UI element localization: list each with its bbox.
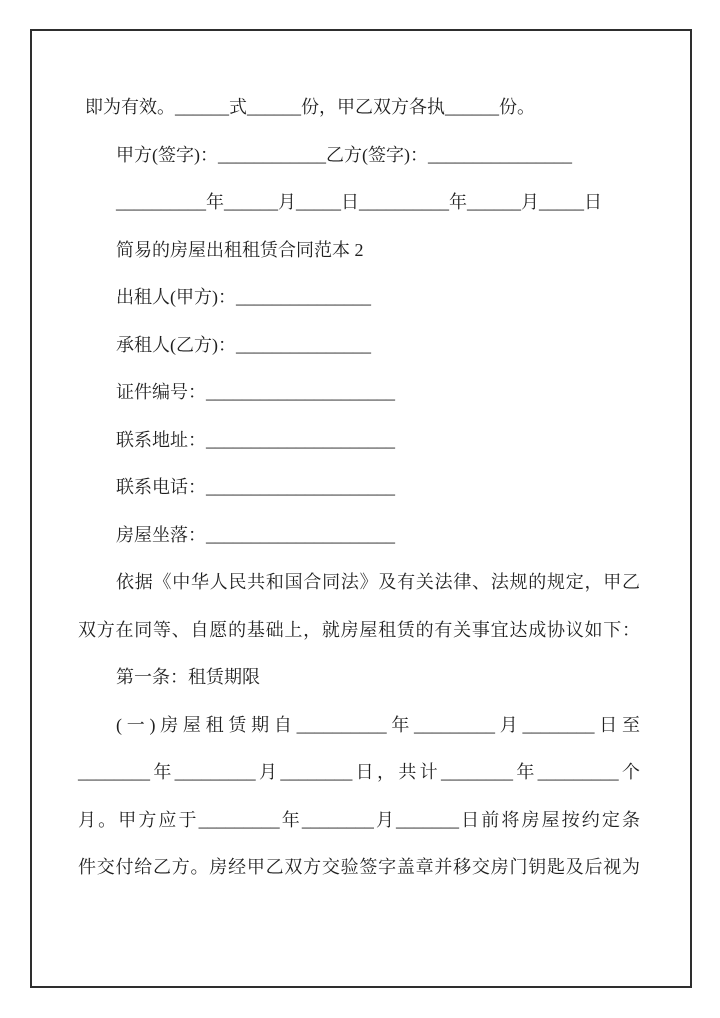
line-article-1-heading: 第一条：租赁期限	[116, 667, 260, 687]
line-contact-address: 联系地址：_____________________	[116, 429, 395, 450]
line-preamble-1: 依据《中华人民共和国合同法》及有关法律、法规的规定，甲乙	[116, 572, 640, 592]
line-lessee: 承租人(乙方)：_______________	[116, 334, 371, 355]
line-date-blanks: __________年______月_____日__________年______月_____日	[116, 192, 602, 212]
contract-body	[78, 84, 640, 892]
line-house-location: 房屋坐落：_____________________	[116, 524, 395, 545]
line-contact-phone: 联系电话：_____________________	[116, 477, 395, 497]
line-signatures: 甲方(签字)：____________乙方(签字)：________________	[116, 144, 572, 165]
line-lease-term-2: ________年_________月________日，共计________年_________个	[78, 762, 640, 782]
line-id-number: 证件编号：_____________________	[116, 382, 395, 402]
line-lease-term-4: 件交付给乙方。房经甲乙双方交验签字盖章并移交房门钥匙及后视为	[78, 857, 640, 877]
line-lease-term-3: 月。甲方应于_________年________月_______日前将房屋按约定条	[78, 809, 640, 830]
line-preamble-2: 双方在同等、自愿的基础上，就房屋租赁的有关事宜达成协议如下：	[78, 619, 640, 640]
line-copies-validity: 即为有效。______式______份，甲乙双方各执______份。	[85, 97, 535, 117]
line-lease-term-1: (一)房屋租赁期自__________年_________月________日至	[116, 714, 640, 735]
line-section-title: 简易的房屋出租租赁合同范本 2	[116, 239, 364, 260]
line-lessor: 出租人(甲方)：_______________	[116, 287, 371, 307]
